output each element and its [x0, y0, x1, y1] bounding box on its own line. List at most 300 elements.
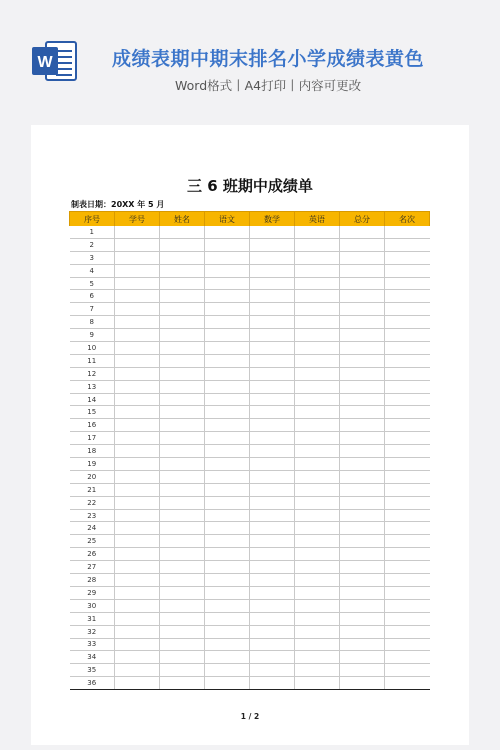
table-cell[interactable]: [115, 664, 160, 677]
table-cell[interactable]: [205, 251, 250, 264]
table-cell[interactable]: [250, 586, 295, 599]
table-cell[interactable]: [385, 625, 430, 638]
table-cell[interactable]: [250, 354, 295, 367]
page-header: [0, 0, 500, 110]
table-cell[interactable]: [385, 561, 430, 574]
table-cell[interactable]: [250, 432, 295, 445]
table-cell[interactable]: [160, 393, 205, 406]
table-row: [70, 367, 430, 380]
table-cell[interactable]: [295, 316, 340, 329]
table-cell[interactable]: [205, 238, 250, 251]
table-cell[interactable]: [385, 483, 430, 496]
table-cell[interactable]: [160, 316, 205, 329]
table-cell[interactable]: [250, 496, 295, 509]
table-cell[interactable]: [340, 380, 385, 393]
table-cell[interactable]: [250, 664, 295, 677]
table-cell[interactable]: [340, 238, 385, 251]
table-row: [70, 329, 430, 342]
table-cell[interactable]: [205, 342, 250, 355]
table-cell[interactable]: [250, 677, 295, 690]
table-cell[interactable]: [295, 483, 340, 496]
table-cell[interactable]: [160, 509, 205, 522]
table-cell[interactable]: [115, 548, 160, 561]
table-row: [70, 599, 430, 612]
table-cell[interactable]: [295, 561, 340, 574]
table-cell[interactable]: [205, 419, 250, 432]
table-cell[interactable]: [160, 380, 205, 393]
table-cell[interactable]: [115, 329, 160, 342]
table-cell[interactable]: [205, 612, 250, 625]
table-row: [70, 290, 430, 303]
table-cell[interactable]: [340, 303, 385, 316]
row-number-cell: 4: [70, 264, 115, 277]
table-cell[interactable]: [340, 290, 385, 303]
table-cell[interactable]: [340, 586, 385, 599]
table-cell[interactable]: [115, 535, 160, 548]
table-cell[interactable]: [250, 651, 295, 664]
table-cell[interactable]: [340, 548, 385, 561]
table-cell[interactable]: [205, 226, 250, 238]
table-cell[interactable]: [205, 535, 250, 548]
word-icon-letter: W: [37, 54, 53, 71]
table-cell[interactable]: [295, 548, 340, 561]
table-cell[interactable]: [385, 277, 430, 290]
table-cell[interactable]: [295, 393, 340, 406]
table-cell[interactable]: [250, 316, 295, 329]
row-number-cell: 16: [70, 419, 115, 432]
table-cell[interactable]: [385, 380, 430, 393]
table-cell[interactable]: [340, 277, 385, 290]
table-cell[interactable]: [115, 522, 160, 535]
table-cell[interactable]: [205, 316, 250, 329]
table-cell[interactable]: [340, 354, 385, 367]
table-cell[interactable]: [205, 277, 250, 290]
table-cell[interactable]: [160, 419, 205, 432]
table-body: [70, 226, 430, 690]
table-cell[interactable]: [385, 226, 430, 238]
table-cell[interactable]: [250, 574, 295, 587]
table-cell[interactable]: [160, 612, 205, 625]
table-cell[interactable]: [160, 677, 205, 690]
table-cell[interactable]: [385, 612, 430, 625]
table-cell[interactable]: [160, 535, 205, 548]
table-cell[interactable]: [205, 432, 250, 445]
table-cell[interactable]: [250, 238, 295, 251]
table-cell[interactable]: [250, 290, 295, 303]
table-cell[interactable]: [250, 535, 295, 548]
table-cell[interactable]: [160, 458, 205, 471]
table-cell[interactable]: [115, 393, 160, 406]
column-header: 学号: [115, 212, 160, 227]
row-number-cell: 29: [70, 586, 115, 599]
table-cell[interactable]: [115, 470, 160, 483]
table-cell[interactable]: [295, 664, 340, 677]
table-cell[interactable]: [160, 329, 205, 342]
table-cell[interactable]: [250, 393, 295, 406]
table-cell[interactable]: [250, 522, 295, 535]
table-cell[interactable]: [340, 342, 385, 355]
table-cell[interactable]: [295, 625, 340, 638]
table-cell[interactable]: [205, 664, 250, 677]
table-cell[interactable]: [115, 251, 160, 264]
table-cell[interactable]: [340, 393, 385, 406]
row-number-cell: 13: [70, 380, 115, 393]
table-cell[interactable]: [385, 470, 430, 483]
row-number-cell: 9: [70, 329, 115, 342]
table-cell[interactable]: [115, 625, 160, 638]
column-header: 总分: [340, 212, 385, 227]
table-cell[interactable]: [385, 458, 430, 471]
table-cell[interactable]: [205, 303, 250, 316]
table-row: [70, 625, 430, 638]
table-cell[interactable]: [160, 561, 205, 574]
row-number-cell: 14: [70, 393, 115, 406]
table-cell[interactable]: [250, 548, 295, 561]
table-cell[interactable]: [295, 406, 340, 419]
row-number-cell: 8: [70, 316, 115, 329]
table-cell[interactable]: [250, 458, 295, 471]
column-header: 姓名: [160, 212, 205, 227]
table-cell[interactable]: [385, 393, 430, 406]
table-cell[interactable]: [295, 535, 340, 548]
table-cell[interactable]: [295, 574, 340, 587]
table-cell[interactable]: [115, 509, 160, 522]
table-cell[interactable]: [160, 354, 205, 367]
table-cell[interactable]: [205, 561, 250, 574]
table-cell[interactable]: [385, 316, 430, 329]
table-cell[interactable]: [160, 406, 205, 419]
table-cell[interactable]: [295, 290, 340, 303]
table-cell[interactable]: [385, 406, 430, 419]
grade-table: [69, 211, 430, 690]
table-cell[interactable]: [295, 677, 340, 690]
table-cell[interactable]: [250, 226, 295, 238]
table-cell[interactable]: [160, 367, 205, 380]
table-cell[interactable]: [295, 496, 340, 509]
table-row: [70, 406, 430, 419]
table-cell[interactable]: [385, 535, 430, 548]
table-cell[interactable]: [115, 406, 160, 419]
table-cell[interactable]: [115, 354, 160, 367]
table-cell[interactable]: [385, 677, 430, 690]
table-cell[interactable]: [385, 586, 430, 599]
table-row: [70, 586, 430, 599]
table-cell[interactable]: [205, 367, 250, 380]
table-cell[interactable]: [295, 509, 340, 522]
table-cell[interactable]: [205, 393, 250, 406]
table-cell[interactable]: [160, 548, 205, 561]
table-cell[interactable]: [340, 509, 385, 522]
table-cell[interactable]: [295, 238, 340, 251]
table-cell[interactable]: [160, 432, 205, 445]
table-cell[interactable]: [340, 625, 385, 638]
table-cell[interactable]: [250, 625, 295, 638]
table-cell[interactable]: [205, 509, 250, 522]
table-cell[interactable]: [295, 522, 340, 535]
table-cell[interactable]: [115, 561, 160, 574]
row-number-cell: 25: [70, 535, 115, 548]
table-cell[interactable]: [160, 483, 205, 496]
table-cell[interactable]: [205, 445, 250, 458]
table-cell[interactable]: [115, 677, 160, 690]
table-cell[interactable]: [385, 342, 430, 355]
table-cell[interactable]: [250, 419, 295, 432]
table-cell[interactable]: [115, 599, 160, 612]
table-cell[interactable]: [250, 251, 295, 264]
table-cell[interactable]: [160, 445, 205, 458]
table-cell[interactable]: [115, 316, 160, 329]
table-cell[interactable]: [295, 303, 340, 316]
table-cell[interactable]: [160, 251, 205, 264]
table-cell[interactable]: [295, 329, 340, 342]
column-header: 数学: [250, 212, 295, 227]
table-cell[interactable]: [115, 342, 160, 355]
table-cell[interactable]: [115, 264, 160, 277]
table-cell[interactable]: [340, 677, 385, 690]
table-cell[interactable]: [115, 238, 160, 251]
table-cell[interactable]: [160, 664, 205, 677]
table-cell[interactable]: [385, 290, 430, 303]
table-cell[interactable]: [295, 651, 340, 664]
table-cell[interactable]: [115, 586, 160, 599]
table-cell[interactable]: [160, 226, 205, 238]
table-row: [70, 303, 430, 316]
table-cell[interactable]: [205, 290, 250, 303]
row-number-cell: 30: [70, 599, 115, 612]
table-cell[interactable]: [115, 226, 160, 238]
table-cell[interactable]: [250, 380, 295, 393]
table-cell[interactable]: [385, 522, 430, 535]
table-cell[interactable]: [160, 625, 205, 638]
row-number-cell: 20: [70, 470, 115, 483]
table-cell[interactable]: [340, 599, 385, 612]
table-cell[interactable]: [160, 277, 205, 290]
table-cell[interactable]: [205, 496, 250, 509]
row-number-cell: 26: [70, 548, 115, 561]
table-cell[interactable]: [205, 651, 250, 664]
table-cell[interactable]: [295, 226, 340, 238]
table-cell[interactable]: [340, 367, 385, 380]
table-row: [70, 483, 430, 496]
table-cell[interactable]: [250, 638, 295, 651]
table-cell[interactable]: [250, 445, 295, 458]
table-cell[interactable]: [205, 586, 250, 599]
table-cell[interactable]: [295, 367, 340, 380]
table-cell[interactable]: [340, 251, 385, 264]
row-number-cell: 21: [70, 483, 115, 496]
table-cell[interactable]: [205, 599, 250, 612]
table-cell[interactable]: [385, 638, 430, 651]
table-cell[interactable]: [115, 651, 160, 664]
document-title: 三 6 班期中成绩单: [187, 177, 313, 195]
table-cell[interactable]: [115, 496, 160, 509]
table-cell[interactable]: [295, 445, 340, 458]
table-cell[interactable]: [340, 574, 385, 587]
table-cell[interactable]: [205, 354, 250, 367]
table-row: [70, 226, 430, 238]
table-cell[interactable]: [385, 303, 430, 316]
table-cell[interactable]: [160, 522, 205, 535]
table-cell[interactable]: [340, 316, 385, 329]
table-cell[interactable]: [385, 574, 430, 587]
table-cell[interactable]: [115, 612, 160, 625]
table-cell[interactable]: [205, 638, 250, 651]
table-cell[interactable]: [340, 496, 385, 509]
table-cell[interactable]: [340, 561, 385, 574]
page-subtitle: Word格式丨A4打印丨内容可更改: [175, 78, 362, 93]
table-cell[interactable]: [385, 238, 430, 251]
table-cell[interactable]: [250, 342, 295, 355]
table-cell[interactable]: [340, 445, 385, 458]
table-cell[interactable]: [115, 432, 160, 445]
column-header: 序号: [70, 212, 115, 227]
table-cell[interactable]: [205, 406, 250, 419]
table-cell[interactable]: [160, 238, 205, 251]
table-cell[interactable]: [340, 483, 385, 496]
table-cell[interactable]: [115, 483, 160, 496]
table-row: [70, 264, 430, 277]
table-cell[interactable]: [295, 419, 340, 432]
table-row: [70, 458, 430, 471]
table-cell[interactable]: [115, 445, 160, 458]
table-cell[interactable]: [115, 277, 160, 290]
table-cell[interactable]: [340, 432, 385, 445]
table-cell[interactable]: [205, 574, 250, 587]
table-cell[interactable]: [115, 419, 160, 432]
table-cell[interactable]: [295, 470, 340, 483]
table-cell[interactable]: [250, 470, 295, 483]
table-cell[interactable]: [250, 599, 295, 612]
table-cell[interactable]: [250, 303, 295, 316]
table-cell[interactable]: [205, 470, 250, 483]
table-cell[interactable]: [250, 561, 295, 574]
row-number-cell: 31: [70, 612, 115, 625]
table-cell[interactable]: [115, 290, 160, 303]
table-cell[interactable]: [250, 612, 295, 625]
table-cell[interactable]: [385, 329, 430, 342]
table-cell[interactable]: [385, 264, 430, 277]
table-cell[interactable]: [340, 406, 385, 419]
table-cell[interactable]: [115, 574, 160, 587]
table-cell[interactable]: [295, 342, 340, 355]
table-cell[interactable]: [385, 367, 430, 380]
row-number-cell: 23: [70, 509, 115, 522]
table-row: [70, 393, 430, 406]
table-cell[interactable]: [385, 599, 430, 612]
table-cell[interactable]: [295, 612, 340, 625]
table-cell[interactable]: [385, 664, 430, 677]
table-cell[interactable]: [385, 354, 430, 367]
table-cell[interactable]: [340, 458, 385, 471]
table-cell[interactable]: [160, 586, 205, 599]
row-number-cell: 5: [70, 277, 115, 290]
table-cell[interactable]: [160, 264, 205, 277]
table-cell[interactable]: [250, 329, 295, 342]
table-cell[interactable]: [295, 354, 340, 367]
table-cell[interactable]: [115, 458, 160, 471]
table-cell[interactable]: [205, 329, 250, 342]
table-row: [70, 612, 430, 625]
table-cell[interactable]: [295, 638, 340, 651]
word-icon: [32, 40, 78, 82]
table-cell[interactable]: [385, 651, 430, 664]
table-cell[interactable]: [205, 458, 250, 471]
table-cell[interactable]: [340, 651, 385, 664]
table-row: [70, 574, 430, 587]
table-cell[interactable]: [160, 638, 205, 651]
table-cell[interactable]: [385, 432, 430, 445]
table-cell[interactable]: [160, 290, 205, 303]
table-cell[interactable]: [340, 419, 385, 432]
table-cell[interactable]: [385, 419, 430, 432]
table-cell[interactable]: [250, 367, 295, 380]
table-cell[interactable]: [385, 509, 430, 522]
table-cell[interactable]: [295, 251, 340, 264]
table-cell[interactable]: [160, 599, 205, 612]
table-cell[interactable]: [340, 329, 385, 342]
table-cell[interactable]: [115, 380, 160, 393]
table-cell[interactable]: [160, 651, 205, 664]
table-cell[interactable]: [250, 483, 295, 496]
table-cell[interactable]: [340, 664, 385, 677]
table-cell[interactable]: [295, 586, 340, 599]
table-cell[interactable]: [340, 638, 385, 651]
table-cell[interactable]: [115, 638, 160, 651]
table-cell[interactable]: [340, 226, 385, 238]
table-cell[interactable]: [340, 522, 385, 535]
table-cell[interactable]: [295, 432, 340, 445]
page-number: 1 / 2: [240, 712, 260, 721]
table-cell[interactable]: [295, 599, 340, 612]
table-cell[interactable]: [340, 470, 385, 483]
table-cell[interactable]: [160, 574, 205, 587]
table-cell[interactable]: [340, 612, 385, 625]
table-cell[interactable]: [295, 264, 340, 277]
table-cell[interactable]: [295, 380, 340, 393]
table-cell[interactable]: [205, 483, 250, 496]
table-cell[interactable]: [295, 277, 340, 290]
table-cell[interactable]: [160, 303, 205, 316]
table-cell[interactable]: [205, 522, 250, 535]
table-cell[interactable]: [160, 470, 205, 483]
table-row: [70, 342, 430, 355]
table-row: [70, 677, 430, 690]
table-cell[interactable]: [205, 380, 250, 393]
table-row: [70, 277, 430, 290]
table-cell[interactable]: [250, 509, 295, 522]
table-cell[interactable]: [115, 367, 160, 380]
table-cell[interactable]: [250, 264, 295, 277]
table-cell[interactable]: [250, 406, 295, 419]
table-cell[interactable]: [385, 548, 430, 561]
table-cell[interactable]: [115, 303, 160, 316]
table-cell[interactable]: [250, 277, 295, 290]
table-cell[interactable]: [160, 342, 205, 355]
table-cell[interactable]: [340, 264, 385, 277]
table-cell[interactable]: [340, 535, 385, 548]
table-cell[interactable]: [205, 677, 250, 690]
table-cell[interactable]: [295, 458, 340, 471]
table-cell[interactable]: [205, 625, 250, 638]
table-cell[interactable]: [385, 445, 430, 458]
table-cell[interactable]: [205, 548, 250, 561]
table-cell[interactable]: [160, 496, 205, 509]
table-row: [70, 316, 430, 329]
table-cell[interactable]: [385, 496, 430, 509]
row-number-cell: 1: [70, 226, 115, 238]
table-cell[interactable]: [385, 251, 430, 264]
table-cell[interactable]: [205, 264, 250, 277]
